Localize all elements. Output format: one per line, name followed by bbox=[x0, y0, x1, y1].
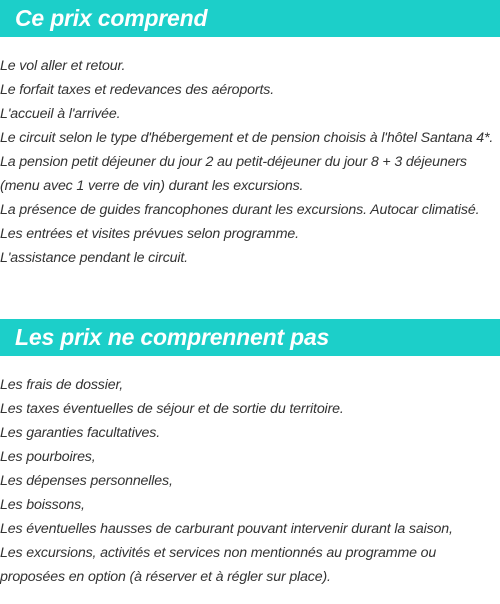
included-section-header bbox=[0, 0, 500, 37]
excluded-item: Les dépenses personnelles, bbox=[0, 473, 173, 489]
included-item: La pension petit déjeuner du jour 2 au petit-déjeuner du jour 8 + 3 déjeuners (menu avec 1 verre de vin) durant les excursions. bbox=[0, 154, 467, 194]
excluded-section-header bbox=[0, 319, 500, 356]
excluded-item: Les éventuelles hausses de carburant pouvant intervenir durant la saison, bbox=[0, 521, 453, 537]
excluded-item: Les garanties facultatives. bbox=[0, 425, 160, 441]
excluded-item: Les pourboires, bbox=[0, 449, 96, 465]
included-item: Le forfait taxes et redevances des aéroports. bbox=[0, 82, 275, 98]
excluded-item: Les boissons, bbox=[0, 497, 85, 513]
included-item: Le circuit selon le type d'hébergement et de pension choisis à l'hôtel Santana 4*. bbox=[0, 130, 494, 146]
included-section-title: Ce prix comprend bbox=[15, 5, 208, 31]
excluded-items-list bbox=[0, 373, 500, 589]
excluded-item: Les taxes éventuelles de séjour et de sortie du territoire. bbox=[0, 401, 344, 417]
included-item: La présence de guides francophones durant les excursions. Autocar climatisé. bbox=[0, 202, 480, 218]
included-item: L'assistance pendant le circuit. bbox=[0, 250, 188, 266]
excluded-item: Les excursions, activités et services non mentionnés au programme ou proposées en option (à réserver et à régler sur place). bbox=[0, 545, 437, 585]
included-item: Le vol aller et retour. bbox=[0, 58, 126, 74]
included-items-list bbox=[0, 54, 500, 270]
excluded-section-title: Les prix ne comprennent pas bbox=[15, 324, 330, 350]
included-item: L'accueil à l'arrivée. bbox=[0, 106, 121, 122]
included-item: Les entrées et visites prévues selon programme. bbox=[0, 226, 299, 242]
excluded-item: Les frais de dossier, bbox=[0, 377, 124, 393]
